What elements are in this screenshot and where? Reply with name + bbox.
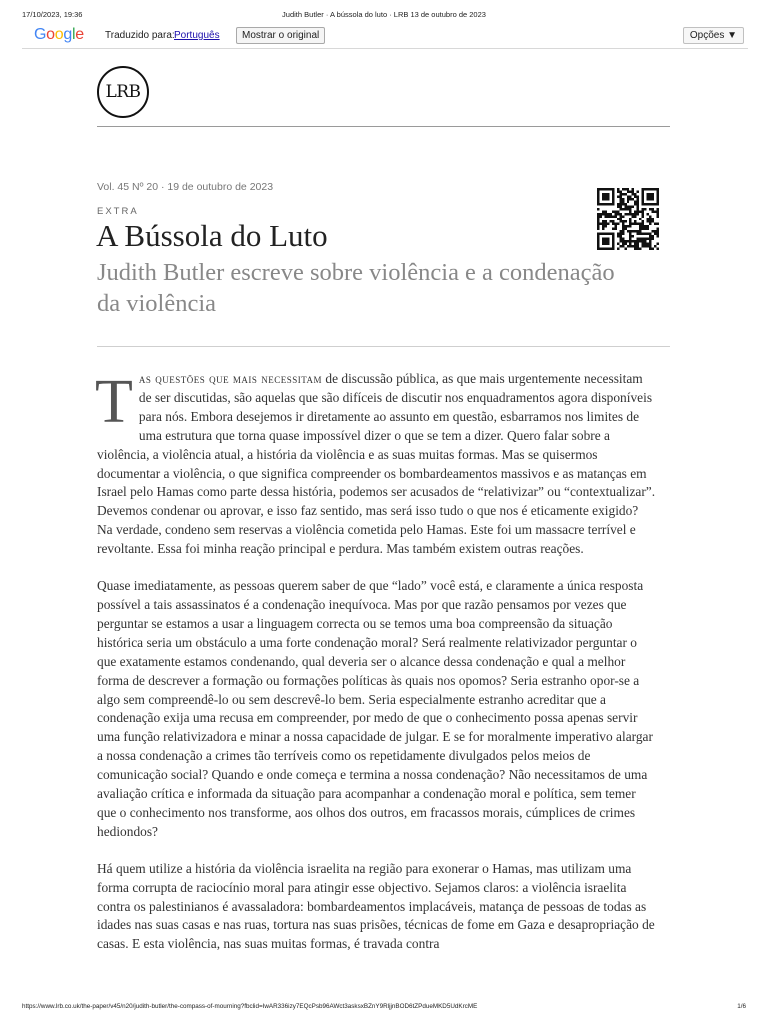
paragraph-3: Há quem utilize a história da violência israelita na região para exonerar o Hamas, mas utilizam uma forma corrupta de raciocínio moral para atingir esse objectivo. Sejamos claros: a violência israelita contra os palestinianos é avassaladora: bombardeamentos implacáveis, matança de pessoas de todas as idades nas suas casas e nas ruas, tortura nas suas prisões, técnicas de fome em Gaza e desapropriação de casas. E esta violência, nas suas muitas formas, é travada contra [97,860,655,952]
section-kicker: EXTRA [97,206,139,217]
print-timestamp: 17/10/2023, 19:36 [22,10,83,19]
qr-code-icon [597,188,659,250]
drop-cap: T [95,368,133,436]
print-header [0,10,768,22]
language-link[interactable]: Português [174,30,220,41]
lrb-logo[interactable]: LRB [97,66,149,118]
page-number: 1/6 [737,1003,746,1010]
masthead-divider [97,126,670,127]
paragraph-1 [97,370,657,559]
issue-meta: Vol. 45 Nº 20 · 19 de outubro de 2023 [97,181,274,193]
google-logo-letter: o [54,26,64,43]
google-logo-letter: g [63,26,72,43]
paragraph-1-text: de discussão pública, as que mais urgentemente necessitam de ser discutidas, são aquelas que são difíceis de discutir nos enquadramentos agora disponíveis para nós. Embora desejemos ir diretamente ao assunto em questão, esbarramos nos limites de uma estrutura que torna quase impossível dizer o que se tem a dizer. Quero falar sobre a violência, a violência atual, a história da violência e as suas muitas formas. Mas se quisermos documentar a violência, o que significa compreender os bombardeamentos massivos e as matanças em Israel pelo Hamas como parte dessa história, podemos ser acusados de “relativizar” ou “contextualizar”. Devemos condenar ou aprovar, e isso faz sentido, mas será isso tudo o que nos é eticamente exigido? Na verdade, condeno sem reservas a violência cometida pelo Hamas. Este foi um massacre terrível e revoltante. Essa foi minha reação principal e perdura. Mas também existem outras reações. [97,371,656,557]
print-url: https://www.lrb.co.uk/the-paper/v45/n20/judith-butler/the-compass-of-mourning?fbclid=IwAR336izy7EQcPsb96AWct3asksxBZnY9RljjnBOD6tZPdueMKD5UdKrcME [22,1003,478,1010]
translated-to-label: Traduzido para: [105,30,175,41]
google-logo [34,26,84,44]
header-divider [97,346,670,347]
paragraph-2: Quase imediatamente, as pessoas querem saber de que “lado” você está, e claramente a única resposta possível a tais assassinatos é a condenação inequívoca. Mas por que razão pensamos por vezes que perguntar se estamos a usar a linguagem correcta ou se temos uma boa compreensão da situação histórica seria um obstáculo a uma forte condenação moral? Será realmente relativizador perguntar o que exatamente estamos condenando, qual deveria ser o alcance dessa condenação e qual a melhor forma de descrever a formação ou formações políticas às quais nos opomos? Seria estranho opor-se a algo sem compreendê-lo ou sem descrevê-lo bem. Seria especialmente estranho acreditar que a condenação exija uma recusa em compreender, por medo de que o conhecimento possa apenas servir uma função relativizadora e minar a nossa capacidade de julgar. E se for moralmente imperativo alargar a nossa condenação a crimes tão terríveis como os repetidamente divulgados pelos meios de comunicação social? Quando e onde começa e termina a nossa condenação? Não necessitamos de uma avaliação crítica e informada da situação para acompanhar a condenação moral e política, sem temer que o conhecimento nos transforme, aos olhos dos outros, em fracassos morais, cúmplices de crimes hediondos? [97,578,653,839]
print-page-title: Judith Butler · A bússola do luto · LRB 13 de outubro de 2023 [282,10,486,19]
google-logo-letter: l [71,26,76,43]
google-logo-letter: o [46,26,55,43]
google-translate-bar [22,24,748,49]
article-subtitle: Judith Butler escreve sobre violência e a condenação da violência [97,259,615,317]
show-original-button[interactable]: Mostrar o original [236,27,325,44]
article-body [97,370,657,954]
article-title: A Bússola do Luto [96,218,328,253]
print-footer [0,1003,768,1015]
google-logo-letter: e [75,26,84,43]
lead-in: as questões que mais necessitam [138,371,323,386]
options-button[interactable]: Opções ▼ [683,27,744,44]
google-logo-letter: G [34,26,47,43]
